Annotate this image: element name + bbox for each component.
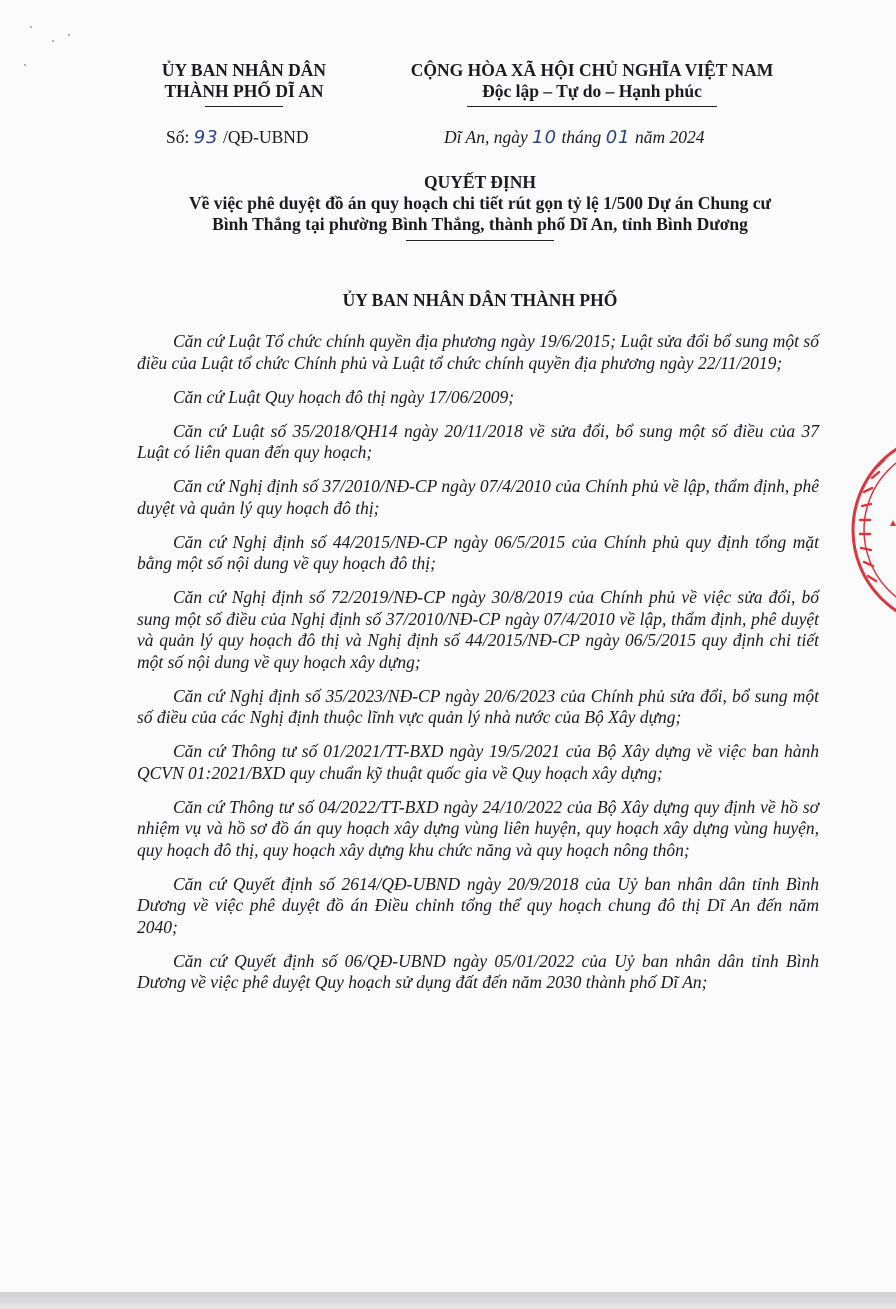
legal-basis-paragraph: Căn cứ Luật Quy hoạch đô thị ngày 17/06/2009;	[173, 386, 515, 407]
seal-outer-ring	[853, 433, 896, 627]
official-seal-partial	[850, 430, 896, 630]
motto-underline	[467, 106, 717, 107]
scan-speck	[68, 34, 70, 36]
so-suffix: /QĐ-UBND	[223, 127, 309, 147]
title-underline	[406, 240, 554, 241]
date-day-handwritten: 10	[532, 127, 558, 148]
authority-line-2: THÀNH PHỐ DĨ AN	[164, 81, 324, 101]
legal-basis-paragraph: Căn cứ Nghị định số 44/2015/NĐ-CP ngày 06/5/2015 của Chính phủ quy định tổng mặt bằng một số nội dung về quy hoạch đô thị;	[137, 531, 819, 573]
date-year: năm 2024	[634, 127, 705, 147]
country-name: CỘNG HÒA XÃ HỘI CHỦ NGHĨA VIỆT NAM	[410, 60, 774, 80]
issue-date	[444, 127, 704, 148]
legal-basis-paragraph: Căn cứ Luật Tổ chức chính quyền địa phương ngày 19/6/2015; Luật sửa đổi bổ sung một số điều của Luật tổ chức Chính phủ và Luật tổ chức chính quyền địa phương ngày 22/11/2019;	[137, 331, 819, 373]
seal-inner-ring	[864, 444, 896, 616]
decision-subject-line-1: Về việc phê duyệt đồ án quy hoạch chi tiết rút gọn tỷ lệ 1/500 Dự án Chung cư	[188, 193, 771, 213]
decision-title: QUYẾT ĐỊNH	[424, 172, 536, 192]
legal-basis-paragraph: Căn cứ Nghị định số 72/2019/NĐ-CP ngày 30/8/2019 của Chính phủ về việc sửa đổi, bổ sung một số điều của Nghị định số 37/2010/NĐ-CP ngày 07/4/2010 về lập, thẩm định, phê duyệt và quản lý quy hoạch đô thị và Nghị định số 44/2015/NĐ-CP ngày 06/5/2015 quy định chi tiết một số nội dung về quy hoạch xây dựng;	[137, 587, 819, 672]
date-month-label: tháng	[561, 127, 602, 147]
document-number	[166, 127, 309, 148]
so-label: Số:	[166, 127, 190, 147]
scan-speck	[30, 26, 32, 28]
decision-subject-line-2: Bình Thắng tại phường Bình Thắng, thành phố Dĩ An, tỉnh Bình Dương	[212, 214, 748, 234]
national-motto: Độc lập – Tự do – Hạnh phúc	[482, 81, 702, 101]
legal-basis-paragraph: Căn cứ Quyết định số 06/QĐ-UBND ngày 05/01/2022 của Uỷ ban nhân dân tỉnh Bình Dương về việc phê duyệt Quy hoạch sử dụng đất đến năm 2030 thành phố Dĩ An;	[137, 950, 819, 992]
legal-bases	[137, 331, 819, 1006]
scan-speck	[24, 64, 26, 66]
legal-basis-paragraph: Căn cứ Nghị định số 37/2010/NĐ-CP ngày 07/4/2010 của Chính phủ về lập, thẩm định, phê duyệt và quản lý quy hoạch đô thị;	[137, 476, 819, 518]
so-number-handwritten: 93	[193, 127, 219, 148]
authority-line-1: ỦY BAN NHÂN DÂN	[161, 60, 327, 80]
decision-title-block	[130, 172, 830, 241]
authority-underline	[205, 106, 283, 107]
scan-speck	[52, 40, 54, 42]
legal-basis-paragraph: Căn cứ Quyết định số 2614/QĐ-UBND ngày 20/9/2018 của Uỷ ban nhân dân tỉnh Bình Dương về việc phê duyệt đồ án Điều chỉnh tổng thể quy hoạch chung đô thị Dĩ An đến năm 2040;	[137, 873, 819, 937]
legal-basis-paragraph: Căn cứ Nghị định số 35/2023/NĐ-CP ngày 20/6/2023 của Chính phủ sửa đổi, bổ sung một số điều của các Nghị định thuộc lĩnh vực quản lý nhà nước của Bộ Xây dựng;	[137, 685, 819, 727]
page-bottom-shadow	[0, 1292, 896, 1309]
seal-lettering-strokes	[860, 460, 884, 581]
date-month-handwritten: 01	[605, 127, 631, 148]
issuing-authority-header	[128, 60, 360, 107]
authority-heading: ỦY BAN NHÂN DÂN THÀNH PHỐ	[342, 290, 618, 310]
national-header	[372, 60, 812, 107]
seal-star	[890, 520, 896, 526]
legal-basis-paragraph: Căn cứ Luật số 35/2018/QH14 ngày 20/11/2018 về sửa đổi, bổ sung một số điều của 37 Luật có liên quan đến quy hoạch;	[137, 420, 819, 462]
legal-basis-paragraph: Căn cứ Thông tư số 04/2022/TT-BXD ngày 24/10/2022 của Bộ Xây dựng quy định về hồ sơ nhiệm vụ và hồ sơ đồ án quy hoạch xây dựng vùng liên huyện, quy hoạch xây dựng vùng huyện, quy hoạch đô thị, quy hoạch xây dựng khu chức năng và quy hoạch nông thôn;	[137, 796, 819, 860]
date-prefix: Dĩ An, ngày	[444, 127, 528, 147]
legal-basis-paragraph: Căn cứ Thông tư số 01/2021/TT-BXD ngày 19/5/2021 của Bộ Xây dựng về việc ban hành QCVN 01:2021/BXD quy chuẩn kỹ thuật quốc gia về Quy hoạch xây dựng;	[137, 741, 819, 783]
